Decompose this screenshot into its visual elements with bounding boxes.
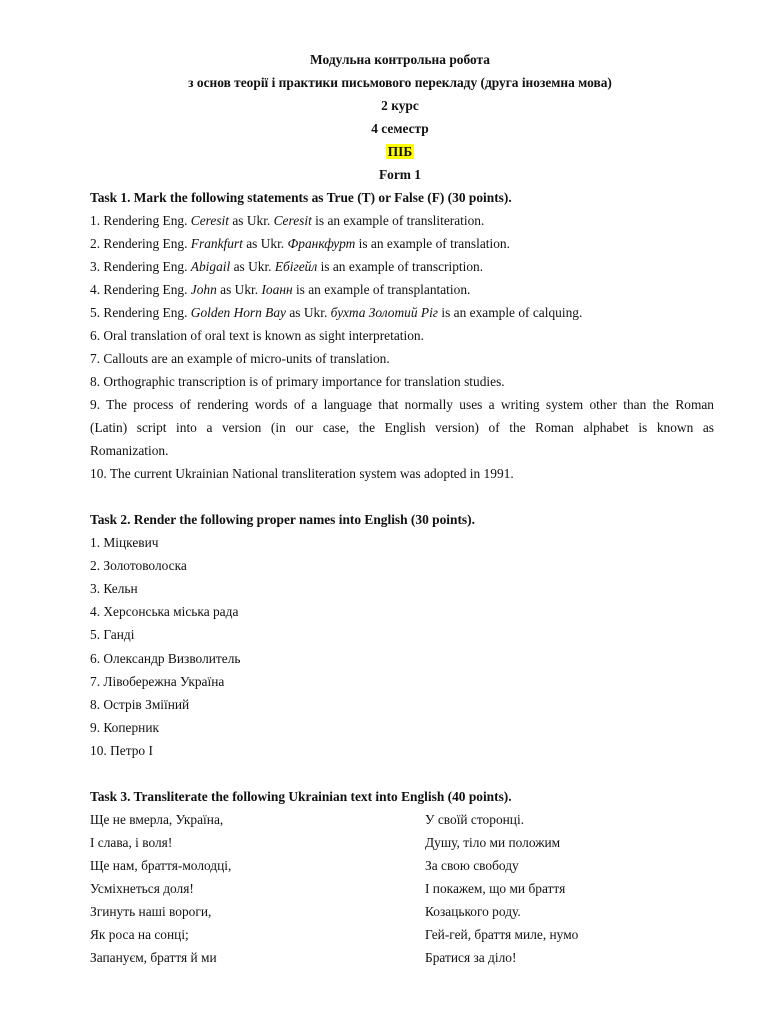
task2-item: 6. Олександр Визволитель <box>90 651 241 666</box>
task3-heading: Task 3. Transliterate the following Ukrainian text into English (40 points). <box>90 789 512 804</box>
task1-item-6: 6. Oral translation of oral text is known as sight interpretation. <box>90 328 424 343</box>
task1-item-2 <box>90 235 714 253</box>
term-eng: John <box>190 282 217 297</box>
term-ukr: Франкфурт <box>287 236 356 251</box>
task1-item-9-line1: 9. The process of rendering words of a language that normally uses a writing system other than the Roman <box>90 397 714 412</box>
poem-left-line: Як роса на сонці; <box>90 927 189 942</box>
name-field-label <box>0 143 768 161</box>
text: as Ukr. <box>228 213 274 228</box>
text: is an example of calquing. <box>438 305 583 320</box>
text: is an example of transcription. <box>317 259 484 274</box>
name-field-highlight: ПІБ <box>387 144 413 159</box>
task1-item-9-line2: (Latin) script into a version (in our case, the English version) of the Roman alphabet is known as <box>90 420 714 435</box>
poem-right-line: Гей-гей, браття миле, нумо <box>425 927 579 942</box>
doc-course: 2 курс <box>381 98 419 113</box>
text: 3. Rendering Eng. <box>90 259 191 274</box>
term-eng: Frankfurt <box>190 236 243 251</box>
task2-item: 1. Міцкевич <box>90 535 159 550</box>
text: 5. Rendering Eng. <box>90 305 191 320</box>
poem-right-line: За свою свободу <box>425 858 519 873</box>
term-ukr: Ебігейл <box>274 259 318 274</box>
task1-heading: Task 1. Mark the following statements as True (T) or False (F) (30 points). <box>90 190 512 205</box>
form-label: Form 1 <box>378 167 422 182</box>
poem-right-line: І покажем, що ми браття <box>425 881 566 896</box>
term-ukr: Іоанн <box>261 282 293 297</box>
text: 1. Rendering Eng. <box>90 213 191 228</box>
text: as Ukr. <box>216 282 262 297</box>
poem-right-line: Братися за діло! <box>425 950 517 965</box>
task1-item-1 <box>90 212 714 230</box>
poem-left-line: Згинуть наші вороги, <box>90 904 212 919</box>
task1-item-4 <box>90 281 714 299</box>
task1-item-3 <box>90 258 714 276</box>
task1-item-9-line3: Romanization. <box>90 443 169 458</box>
doc-subject: з основ теорії і практики письмового перекладу (друга іноземна мова) <box>188 75 612 90</box>
text: is an example of transplantation. <box>292 282 471 297</box>
text: is an example of transliteration. <box>311 213 485 228</box>
poem-left-line: Запануєм, браття й ми <box>90 950 217 965</box>
task1-item-5 <box>90 304 714 322</box>
term-ukr: бухта Золотий Ріг <box>330 305 439 320</box>
task2-item: 4. Херсонська міська рада <box>90 604 239 619</box>
task2-heading: Task 2. Render the following proper names into English (30 points). <box>90 512 475 527</box>
task2-item: 7. Лівобережна Україна <box>90 674 225 689</box>
task2-item: 5. Ганді <box>90 627 135 642</box>
term-eng: Abigail <box>190 259 231 274</box>
task2-item: 3. Кельн <box>90 581 138 596</box>
poem-right-line: Козацького роду. <box>425 904 521 919</box>
poem-left-line: Ще нам, браття-молодці, <box>90 858 232 873</box>
text: as Ukr. <box>286 305 331 320</box>
poem-left-line: Ще не вмерла, Україна, <box>90 812 224 827</box>
poem-right-line: У своїй сторонці. <box>425 812 525 827</box>
task1-item-10: 10. The current Ukrainian National transliteration system was adopted in 1991. <box>90 466 514 481</box>
poem-left-line: І слава, і воля! <box>90 835 173 850</box>
task2-item: 9. Коперник <box>90 720 159 735</box>
task1-item-7: 7. Callouts are an example of micro-units of translation. <box>90 351 390 366</box>
doc-semester: 4 семестр <box>371 121 429 136</box>
text: 4. Rendering Eng. <box>90 282 191 297</box>
task2-item: 2. Золотоволоска <box>90 558 187 573</box>
term-eng: Golden Horn Bay <box>190 305 287 320</box>
task2-item: 8. Острів Зміїний <box>90 697 190 712</box>
text: is an example of translation. <box>355 236 510 251</box>
term-eng: Ceresit <box>190 213 229 228</box>
task2-item: 10. Петро І <box>90 743 153 758</box>
text: as Ukr. <box>242 236 288 251</box>
poem-right-line: Душу, тіло ми положим <box>425 835 561 850</box>
task1-item-8: 8. Orthographic transcription is of primary importance for translation studies. <box>90 374 505 389</box>
text: as Ukr. <box>230 259 275 274</box>
poem-left-line: Усміхнеться доля! <box>90 881 194 896</box>
text: 2. Rendering Eng. <box>90 236 191 251</box>
doc-title: Модульна контрольна робота <box>310 52 490 67</box>
term-ukr: Ceresit <box>273 213 312 228</box>
